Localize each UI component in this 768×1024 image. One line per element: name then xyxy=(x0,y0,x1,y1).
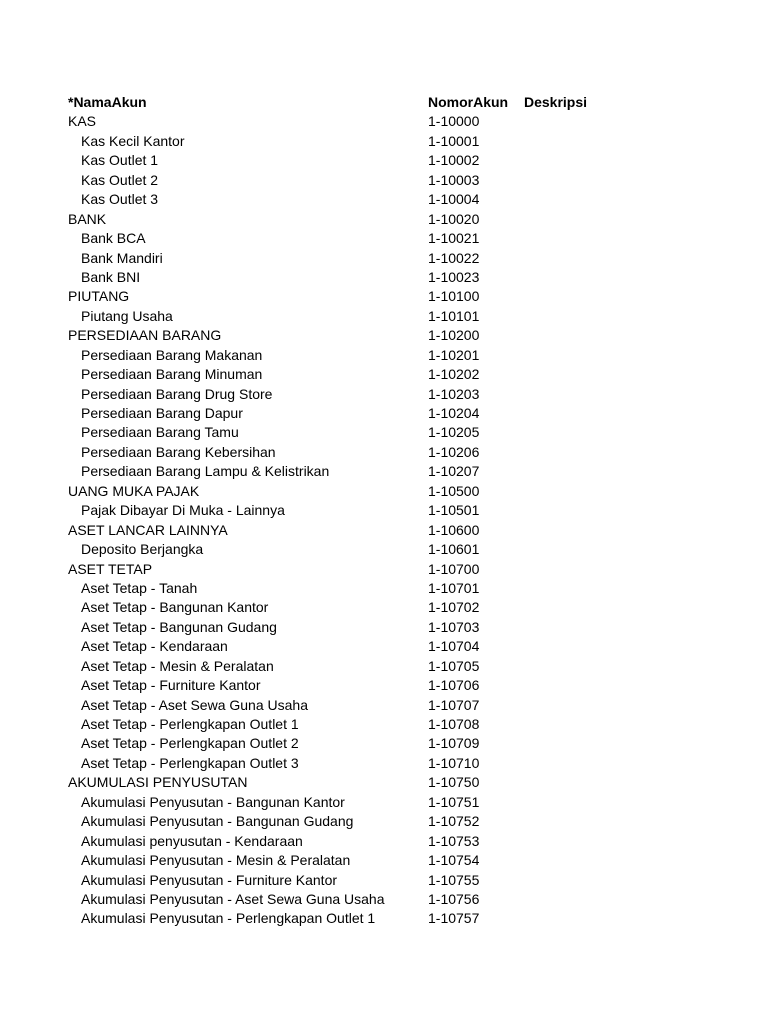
account-number: 1-10702 xyxy=(428,599,480,616)
account-number: 1-10001 xyxy=(428,132,480,149)
account-number: 1-10708 xyxy=(428,716,480,732)
table-row xyxy=(68,773,748,792)
account-name: PIUTANG xyxy=(68,288,130,305)
table-header-row xyxy=(68,93,748,112)
table-row xyxy=(68,365,748,384)
table-row xyxy=(68,112,748,131)
account-number: 1-10753 xyxy=(428,832,480,849)
table-row xyxy=(68,229,748,248)
account-number: 1-10706 xyxy=(428,677,480,694)
account-number: 1-10754 xyxy=(428,852,480,869)
account-number: 1-10752 xyxy=(428,813,480,830)
account-name: BANK xyxy=(68,210,107,227)
account-name: ASET LANCAR LAINNYA xyxy=(68,521,228,538)
account-number: 1-10000 xyxy=(428,113,480,130)
account-name: Deposito Berjangka xyxy=(81,541,204,558)
account-name: Pajak Dibayar Di Muka - Lainnya xyxy=(81,502,285,519)
table-row xyxy=(68,890,748,909)
account-number: 1-10200 xyxy=(428,327,480,344)
account-number: 1-10755 xyxy=(428,871,480,888)
account-number: 1-10710 xyxy=(428,754,480,771)
table-row xyxy=(68,676,748,695)
account-name: Akumulasi Penyusutan - Bangunan Kantor xyxy=(81,793,345,810)
account-number: 1-10021 xyxy=(428,230,480,247)
account-name: Akumulasi Penyusutan - Aset Sewa Guna Usaha xyxy=(81,890,385,907)
table-row xyxy=(68,598,748,617)
account-name: Kas Kecil Kantor xyxy=(81,132,185,149)
account-number: 1-10501 xyxy=(428,502,480,519)
account-name: Persediaan Barang Drug Store xyxy=(81,385,273,402)
account-name: UANG MUKA PAJAK xyxy=(68,482,200,499)
account-number: 1-10003 xyxy=(428,171,480,188)
table-row xyxy=(68,734,748,753)
account-number: 1-10500 xyxy=(428,482,480,499)
account-number: 1-10022 xyxy=(428,249,480,266)
account-name: Aset Tetap - Bangunan Gudang xyxy=(81,618,277,635)
table-body xyxy=(68,112,748,928)
table-row xyxy=(68,346,748,365)
account-number: 1-10707 xyxy=(428,696,480,713)
account-name: Aset Tetap - Aset Sewa Guna Usaha xyxy=(81,696,308,713)
account-number: 1-10701 xyxy=(428,579,480,596)
account-name: Kas Outlet 1 xyxy=(81,152,159,169)
table-row xyxy=(68,210,748,229)
account-name: Akumulasi Penyusutan - Bangunan Gudang xyxy=(81,813,354,830)
table-row xyxy=(68,832,748,851)
account-name: Akumulasi Penyusutan - Mesin & Peralatan xyxy=(81,852,351,869)
table-row xyxy=(68,812,748,831)
account-number: 1-10023 xyxy=(428,268,480,285)
column-header-description: Deskripsi xyxy=(524,94,588,110)
account-name: Persediaan Barang Lampu & Kelistrikan xyxy=(81,463,330,480)
table-row xyxy=(68,657,748,676)
account-number: 1-10100 xyxy=(428,288,480,305)
table-row xyxy=(68,618,748,637)
account-table xyxy=(68,93,748,929)
table-row xyxy=(68,287,748,306)
column-header-account-name: *NamaAkun xyxy=(68,94,147,110)
account-name: Aset Tetap - Bangunan Kantor xyxy=(81,599,269,616)
table-row xyxy=(68,151,748,170)
account-number: 1-10101 xyxy=(428,307,480,324)
account-name: ASET TETAP xyxy=(68,560,153,577)
table-row xyxy=(68,482,748,501)
table-row xyxy=(68,385,748,404)
account-number: 1-10601 xyxy=(428,541,480,558)
account-name: Aset Tetap - Perlengkapan Outlet 3 xyxy=(81,754,299,771)
account-number: 1-10202 xyxy=(428,366,480,383)
account-number: 1-10002 xyxy=(428,152,480,169)
account-name: Akumulasi Penyusutan - Furniture Kantor xyxy=(81,871,338,888)
table-row xyxy=(68,851,748,870)
account-name: Persediaan Barang Tamu xyxy=(81,424,239,441)
account-name: PERSEDIAAN BARANG xyxy=(68,327,222,344)
account-name: Aset Tetap - Tanah xyxy=(81,579,198,596)
table-row xyxy=(68,540,748,559)
table-row xyxy=(68,249,748,268)
account-name: Akumulasi Penyusutan - Perlengkapan Outlet 1 xyxy=(81,910,376,927)
table-row xyxy=(68,326,748,345)
account-name: Akumulasi penyusutan - Kendaraan xyxy=(81,832,303,849)
account-number: 1-10751 xyxy=(428,793,480,810)
column-header-account-number: NomorAkun xyxy=(428,94,509,110)
account-name: Aset Tetap - Mesin & Peralatan xyxy=(81,657,274,674)
table-row xyxy=(68,579,748,598)
account-name: KAS xyxy=(68,113,97,130)
account-name: Kas Outlet 2 xyxy=(81,171,159,188)
account-number: 1-10703 xyxy=(428,618,480,635)
account-name: Kas Outlet 3 xyxy=(81,191,159,208)
table-row xyxy=(68,268,748,287)
account-number: 1-10205 xyxy=(428,424,480,441)
account-name: Persediaan Barang Dapur xyxy=(81,405,243,421)
table-row xyxy=(68,696,748,715)
table-row xyxy=(68,715,748,734)
account-number: 1-10204 xyxy=(428,405,480,421)
account-name: Persediaan Barang Minuman xyxy=(81,366,263,383)
table-row xyxy=(68,637,748,656)
account-number: 1-10600 xyxy=(428,521,480,538)
account-number: 1-10700 xyxy=(428,560,480,577)
account-number: 1-10757 xyxy=(428,910,480,927)
account-name: Persediaan Barang Kebersihan xyxy=(81,443,276,460)
account-number: 1-10203 xyxy=(428,385,480,402)
account-name: Aset Tetap - Perlengkapan Outlet 2 xyxy=(81,735,299,752)
account-name: Bank BNI xyxy=(81,268,141,285)
account-name: Bank BCA xyxy=(81,230,146,247)
table-row xyxy=(68,132,748,151)
table-row xyxy=(68,501,748,520)
account-name: Bank Mandiri xyxy=(81,249,163,266)
table-row xyxy=(68,307,748,326)
table-row xyxy=(68,462,748,481)
account-name: Aset Tetap - Kendaraan xyxy=(81,638,228,655)
account-number: 1-10207 xyxy=(428,463,480,480)
account-number: 1-10756 xyxy=(428,890,480,907)
table-row xyxy=(68,754,748,773)
account-name: AKUMULASI PENYUSUTAN xyxy=(68,774,248,791)
account-number: 1-10750 xyxy=(428,774,480,791)
account-number: 1-10004 xyxy=(428,191,480,208)
table-row xyxy=(68,443,748,462)
table-row xyxy=(68,871,748,890)
account-number: 1-10206 xyxy=(428,443,480,460)
account-name: Persediaan Barang Makanan xyxy=(81,346,263,363)
account-name: Aset Tetap - Furniture Kantor xyxy=(81,677,261,694)
account-name: Aset Tetap - Perlengkapan Outlet 1 xyxy=(81,716,299,732)
account-name: Piutang Usaha xyxy=(81,307,173,324)
account-number: 1-10705 xyxy=(428,657,480,674)
account-number: 1-10201 xyxy=(428,346,480,363)
account-number: 1-10704 xyxy=(428,638,480,655)
table-row xyxy=(68,404,748,423)
table-row xyxy=(68,560,748,579)
table-row xyxy=(68,793,748,812)
table-row xyxy=(68,423,748,442)
account-number: 1-10709 xyxy=(428,735,480,752)
table-row xyxy=(68,190,748,209)
table-row xyxy=(68,521,748,540)
account-number: 1-10020 xyxy=(428,210,480,227)
table-row xyxy=(68,909,748,928)
table-row xyxy=(68,171,748,190)
